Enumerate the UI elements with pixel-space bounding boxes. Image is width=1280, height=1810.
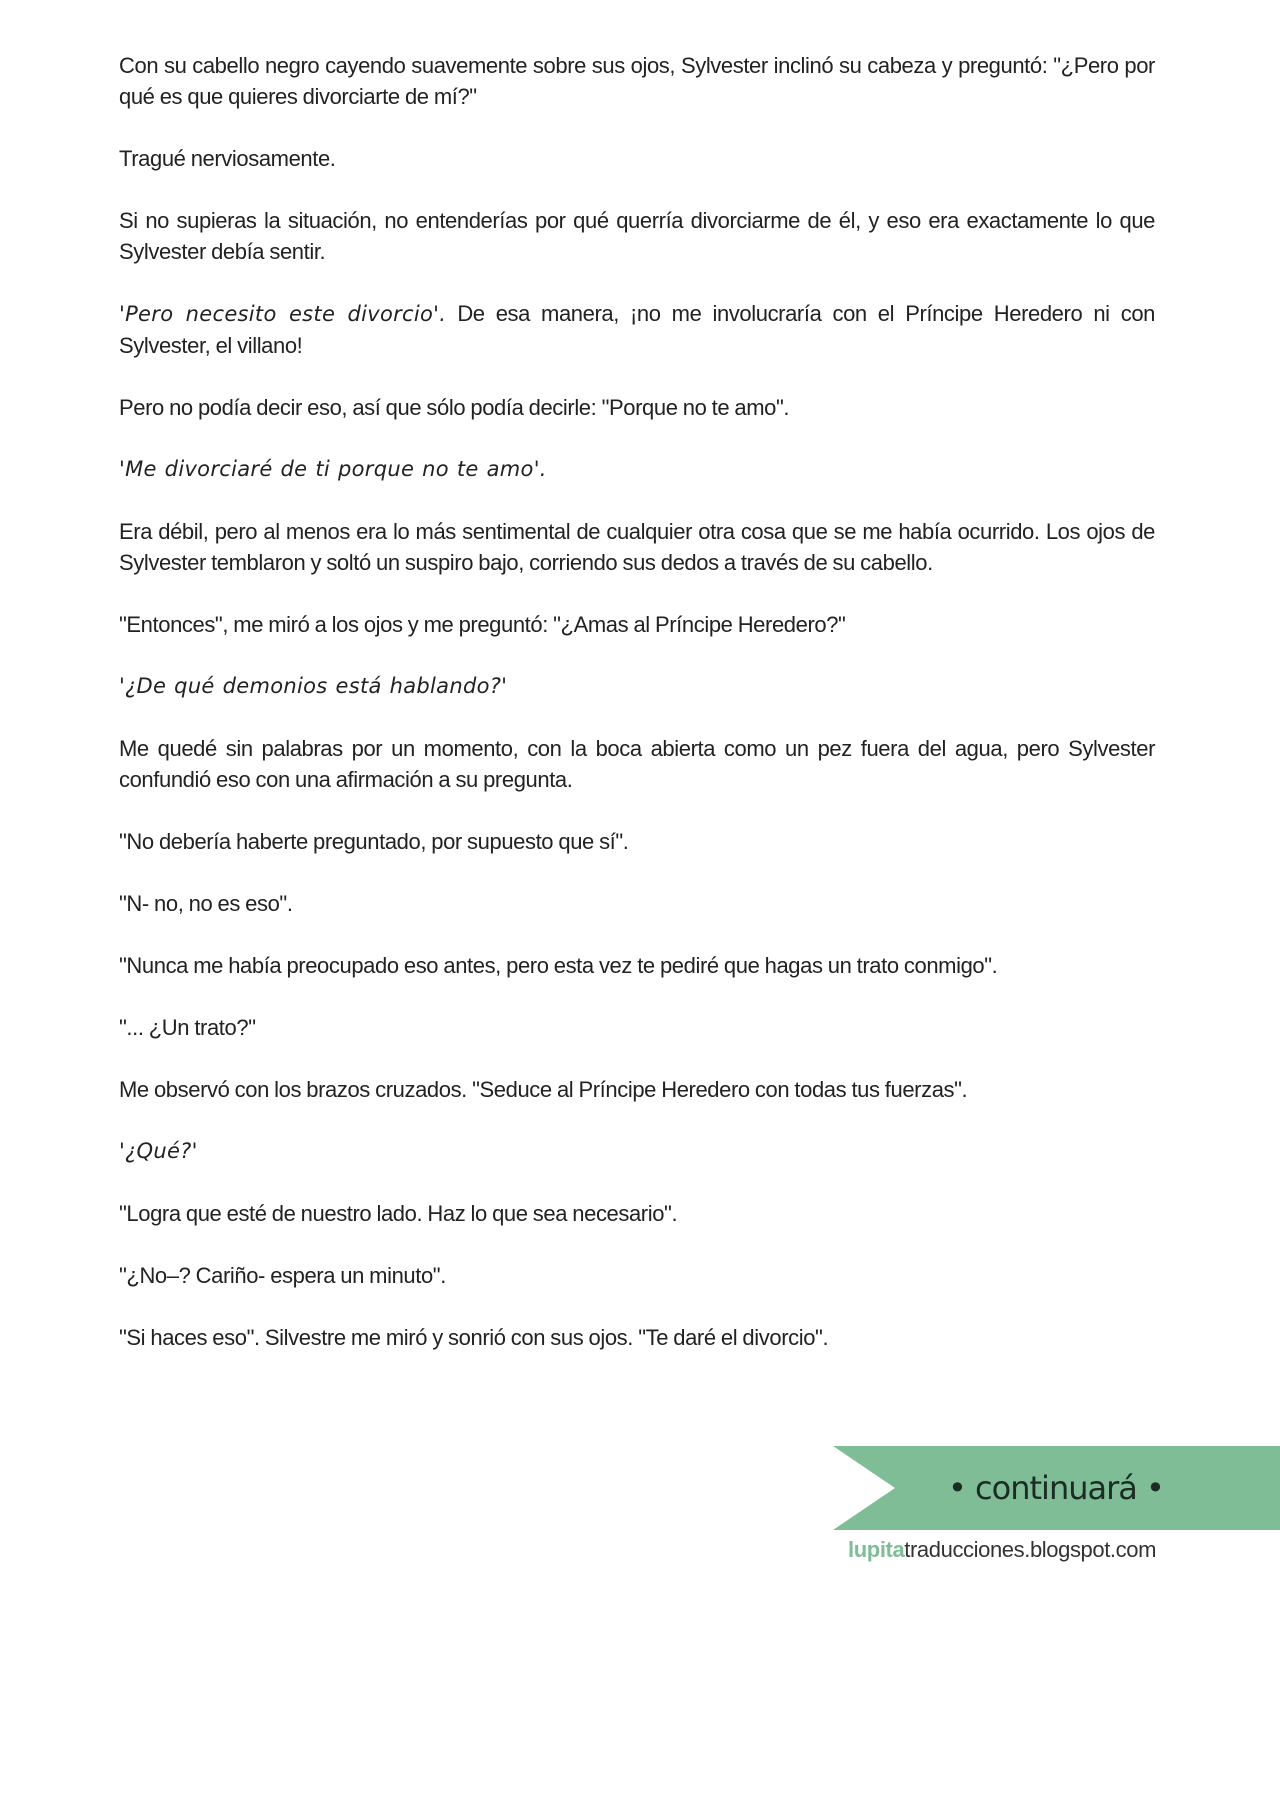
paragraph: "... ¿Un trato?"	[119, 1015, 256, 1040]
paragraph: "Logra que esté de nuestro lado. Haz lo que sea necesario".	[119, 1201, 678, 1226]
site-brand: lupita	[848, 1537, 905, 1562]
italic-paragraph: 'Me divorciaré de ti porque no te amo'.	[119, 457, 547, 481]
italic-paragraph: '¿De qué demonios está hablando?'	[119, 674, 508, 698]
paragraph: "N- no, no es eso".	[119, 891, 293, 916]
paragraph: Si no supieras la situación, no entenderías por qué querría divorciarme de él, y eso era exactamente lo que Sylvester debía sentir.	[119, 208, 1155, 264]
paragraph: Con su cabello negro cayendo suavemente sobre sus ojos, Sylvester inclinó su cabeza y preguntó: "¿Pero por qué es que quieres divorciarte de mí?"	[119, 53, 1155, 109]
site-credit	[840, 1535, 1156, 1565]
paragraph: Me observó con los brazos cruzados. "Seduce al Príncipe Heredero con todas tus fuerzas".	[119, 1077, 968, 1102]
paragraph: Tragué nerviosamente.	[119, 146, 336, 171]
italic-lead: 'Pero necesito este divorcio'.	[119, 302, 447, 326]
paragraph: "¿No–? Cariño- espera un minuto".	[119, 1263, 446, 1288]
banner-arrow-notch	[833, 1446, 895, 1530]
paragraph: "Si haces eso". Silvestre me miró y sonrió con sus ojos. "Te daré el divorcio".	[119, 1325, 829, 1350]
paragraph: Era débil, pero al menos era lo más sentimental de cualquier otra cosa que se me había ocurrido. Los ojos de Sylvester temblaron y soltó un suspiro bajo, corriendo sus dedos a través de su cabello.	[119, 519, 1155, 575]
story-text	[119, 50, 1155, 1384]
italic-paragraph: '¿Qué?'	[119, 1139, 198, 1163]
paragraph: "No debería haberte preguntado, por supuesto que sí".	[119, 829, 629, 854]
paragraph	[119, 298, 1155, 361]
paragraph: Me quedé sin palabras por un momento, con la boca abierta como un pez fuera del agua, pero Sylvester confundió eso con una afirmación a su pregunta.	[119, 736, 1155, 792]
continue-label: • continuará •	[948, 1469, 1164, 1507]
paragraph: Pero no podía decir eso, así que sólo podía decirle: "Porque no te amo".	[119, 395, 790, 420]
paragraph-text: De esa manera, ¡no me involucraría con el Príncipe Heredero ni con Sylvester, el villano!	[119, 301, 1155, 358]
paragraph: "Nunca me había preocupado eso antes, pero esta vez te pediré que hagas un trato conmigo".	[119, 953, 998, 978]
site-domain: traducciones.blogspot.com	[904, 1537, 1156, 1562]
paragraph: "Entonces", me miró a los ojos y me preguntó: "¿Amas al Príncipe Heredero?"	[119, 612, 846, 637]
